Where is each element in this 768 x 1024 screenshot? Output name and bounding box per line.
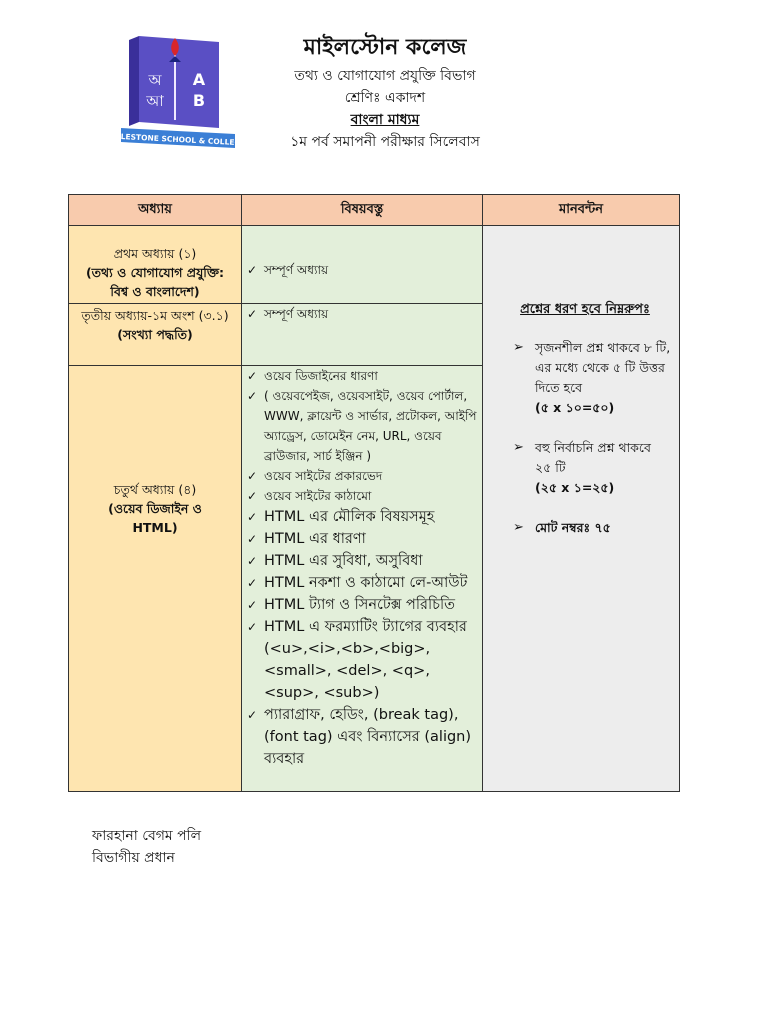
content-cell	[242, 304, 483, 366]
list-item: ✓ HTML নকশা ও কাঠামো লে-আউট	[242, 572, 478, 594]
list-item: ✓ HTML এ ফরম্যাটিং ট্যাগের ব্যবহার (<u>,<i>,<b>,<big>,<small>, <del>, <q>, <sup>, <sub>)	[242, 616, 478, 704]
logo-letter-4: B	[192, 91, 206, 110]
marks-item: ➢ মোট নম্বরঃ ৭৫	[513, 518, 671, 538]
college-logo	[110, 30, 246, 152]
logo-letter-3: আ	[146, 92, 164, 110]
marks-cell	[483, 226, 680, 792]
marks-item: ➢ বহু নির্বাচনি প্রশ্ন থাকবে ২৫ টি (২৫ x ১=২৫)	[513, 440, 651, 495]
check-icon: ✓	[247, 598, 258, 612]
syllabus-title: ১ম পর্ব সমাপনী পরীক্ষার সিলেবাস	[290, 134, 480, 150]
chapter-label: প্রথম অধ্যায় (১)	[113, 246, 197, 261]
arrow-icon: ➢	[513, 520, 524, 535]
chapter-label: তৃতীয় অধ্যায়-১ম অংশ (৩.১)	[81, 308, 229, 323]
chapter-label: চতুর্থ অধ্যায় (৪)	[113, 482, 197, 497]
logo-letter-2: A	[192, 70, 206, 89]
signatory-designation: বিভাগীয় প্রধান	[92, 850, 175, 866]
header-chapter: অধ্যায়	[69, 195, 242, 226]
chapter-title: (ওয়েব ডিজাইন ও HTML)	[108, 501, 202, 535]
check-icon: ✓	[247, 532, 258, 546]
marks-item: ➢ সৃজনশীল প্রশ্ন থাকবে ৮ টি, এর মধ্যে থেকে ৫ টি উত্তর দিতে হবে (৫ x ১০=৫০)	[513, 340, 671, 415]
chapter-cell	[69, 366, 242, 792]
chapter-info	[69, 480, 241, 677]
check-icon: ✓	[247, 510, 258, 524]
list-item: ✓ HTML এর মৌলিক বিষয়সমূহ	[242, 506, 478, 528]
header-content: বিষয়বস্তু	[242, 195, 483, 226]
marks-title: প্রশ্নের ধরণ হবে নিম্নরুপঃ	[520, 302, 650, 317]
logo-banner-text: MILESTONE SCHOOL & COLLEGE	[110, 131, 246, 148]
logo-letter-1: অ	[148, 71, 162, 89]
list-item: ✓ HTML ট্যাগ ও সিনটেক্স পরিচিতি	[242, 594, 478, 616]
list-item: ✓ সম্পূর্ণ অধ্যায়	[242, 304, 478, 324]
chapter-title: (তথ্য ও যোগাযোগ প্রযুক্তি: বিশ্ব ও বাংলাদেশ)	[85, 265, 225, 299]
list-item: ✓ ওয়েব সাইটের প্রকারভেদ	[242, 466, 478, 486]
list-item: ✓ সম্পূর্ণ অধ্যায়	[242, 260, 478, 280]
check-icon: ✓	[247, 263, 258, 277]
check-icon: ✓	[247, 620, 258, 634]
table-row	[69, 226, 680, 304]
check-icon: ✓	[247, 307, 258, 321]
syllabus-table	[68, 194, 680, 792]
check-icon: ✓	[247, 469, 258, 483]
list-item: ✓ ( ওয়েবপেইজ, ওয়েবসাইট, ওয়েব পোর্টাল, WWW, ক্লায়েন্ট ও সার্ভার, প্রটোকল, আইপি অ্যাড্রেস, ডোমেইন নেম, URL, ওয়েব ব্রাউজার, সার্চ ইঞ্জিন )	[242, 386, 478, 466]
header-marks: মানবন্টন	[483, 195, 680, 226]
department-name: তথ্য ও যোগাযোগ প্রযুক্তি বিভাগ	[294, 68, 476, 84]
college-name: মাইলস্টোন কলেজ	[303, 35, 467, 60]
check-icon: ✓	[247, 708, 258, 722]
chapter-title: (সংখ্যা পদ্ধতি)	[117, 327, 193, 342]
check-icon: ✓	[247, 369, 258, 383]
class-line: শ্রেণিঃ একাদশ	[344, 90, 426, 106]
chapter-info	[69, 226, 241, 301]
arrow-icon: ➢	[513, 440, 524, 455]
check-icon: ✓	[247, 576, 258, 590]
table-header-row	[69, 195, 680, 226]
signatory-name: ফারহানা বেগম পলি	[92, 828, 202, 844]
arrow-icon: ➢	[513, 340, 524, 355]
check-icon: ✓	[247, 389, 258, 403]
content-cell	[242, 226, 483, 304]
chapter-info	[69, 304, 241, 344]
list-item: ✓ HTML এর সুবিধা, অসুবিধা	[242, 550, 478, 572]
list-item: ✓ ওয়েব ডিজাইনের ধারণা	[242, 366, 478, 386]
content-cell	[242, 366, 483, 792]
chapter-cell	[69, 226, 242, 304]
list-item: ✓ প্যারাগ্রাফ, হেডিং, (break tag), (font tag) এবং বিন্যাসের (align) ব্যবহার	[242, 704, 478, 770]
list-item: ✓ ওয়েব সাইটের কাঠামো	[242, 486, 478, 506]
medium-line: বাংলা মাধ্যম	[350, 112, 420, 128]
check-icon: ✓	[247, 554, 258, 568]
chapter-cell	[69, 304, 242, 366]
check-icon: ✓	[247, 489, 258, 503]
list-item: ✓ HTML এর ধারণা	[242, 528, 478, 550]
